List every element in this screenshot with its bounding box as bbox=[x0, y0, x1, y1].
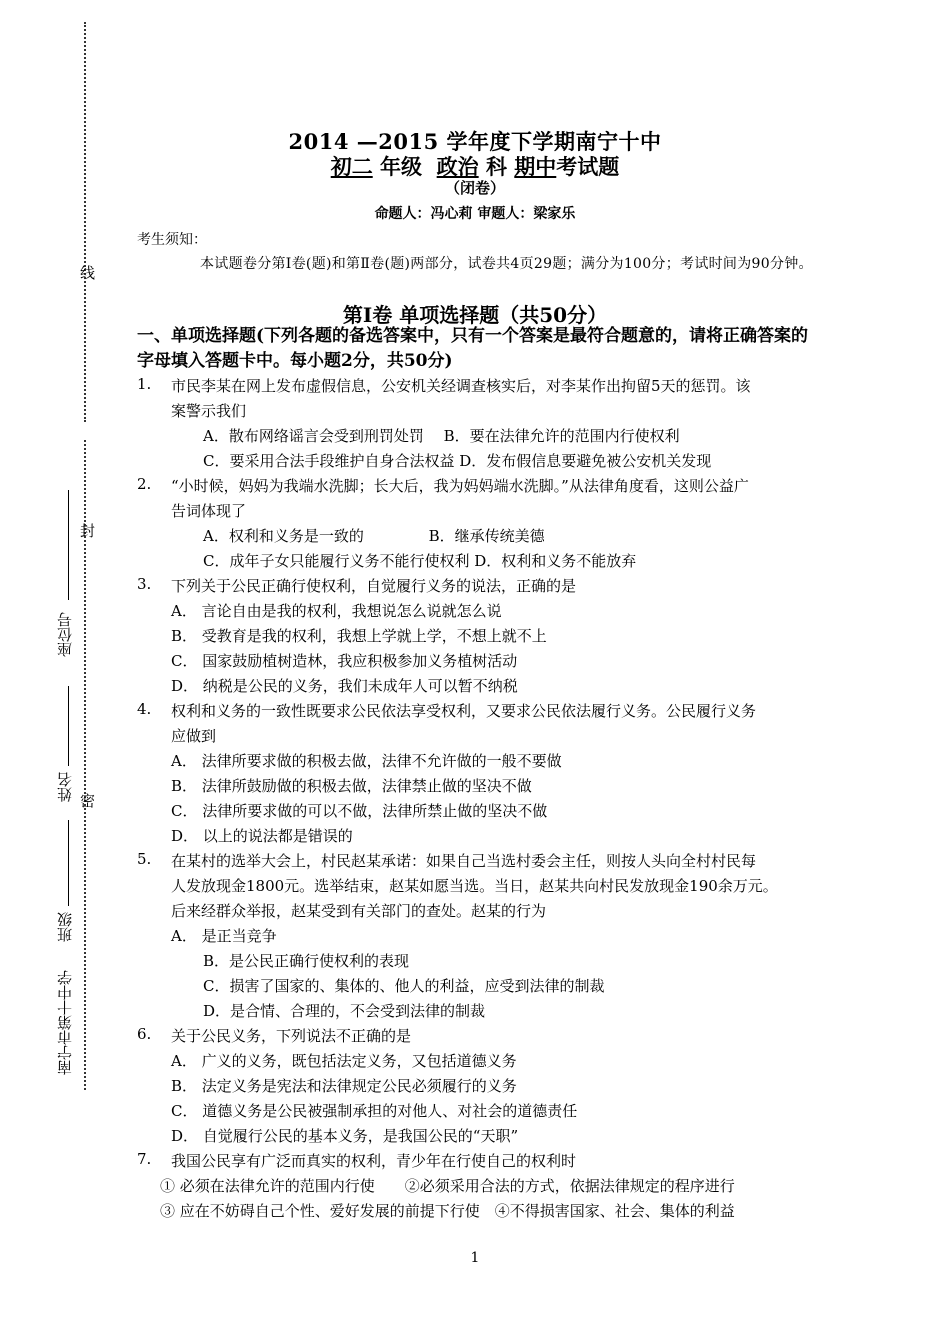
question-number: 7. bbox=[137, 1150, 152, 1168]
question-stem-line: 市民李某在网上发布虚假信息，公安机关经调查核实后，对李某作出拘留5天的惩罚。该 bbox=[171, 377, 751, 395]
option-line: A． 广义的义务，既包括法定义务，又包括道德义务 bbox=[171, 1052, 517, 1070]
class-label: 班级 bbox=[56, 912, 74, 942]
seal-char: 封 bbox=[80, 522, 96, 540]
subject-suffix: 科 bbox=[485, 154, 507, 179]
name-label: 姓名 bbox=[56, 772, 74, 802]
option-line: B． 法定义务是宪法和法律规定公民必须履行的义务 bbox=[171, 1077, 517, 1095]
subject-value: 政治 bbox=[436, 154, 479, 179]
option-line: D． 以上的说法都是错误的 bbox=[171, 827, 353, 845]
notice-label: 考生须知： bbox=[137, 232, 207, 248]
option-line: C． 道德义务是公民被强制承担的对他人、对社会的道德责任 bbox=[171, 1102, 578, 1120]
question-stem-line: 告词体现了 bbox=[171, 502, 247, 520]
question-stem-line: “小时候，妈妈为我端水洗脚；长大后，我为妈妈端水洗脚。”从法律角度看，这则公益广 bbox=[171, 477, 749, 495]
seat-number-blank bbox=[68, 490, 69, 600]
option-line: A．权利和义务是一致的 B．继承传统美德 bbox=[203, 527, 545, 545]
exam-title: 2014 —2015 学年度下学期南宁十中 bbox=[288, 129, 662, 154]
option-line: B． 法律所鼓励做的积极去做，法律禁止做的坚决不做 bbox=[171, 777, 532, 795]
grade-value: 初二 bbox=[330, 154, 373, 179]
name-blank bbox=[68, 686, 69, 766]
closed-book-note: （闭卷） bbox=[444, 179, 505, 197]
term-value: 期中 bbox=[514, 154, 557, 179]
option-line: C．成年子女只能履行义务不能行使权利 D．权利和义务不能放弃 bbox=[203, 552, 637, 570]
authors-line: 命题人：冯心莉 审题人：梁家乐 bbox=[374, 206, 576, 222]
option-line: C．要采用合法手段维护自身合法权益 D．发布假信息要避免被公安机关发现 bbox=[203, 452, 712, 470]
option-line: D． 自觉履行公民的基本义务，是我国公民的“天职” bbox=[171, 1127, 519, 1145]
option-line: ① 必须在法律允许的范围内行使 ②必须采用合法的方式，依据法律规定的程序进行 bbox=[160, 1177, 735, 1195]
page-number: 1 bbox=[470, 1250, 480, 1266]
question-stem-line: 后来经群众举报，赵某受到有关部门的查处。赵某的行为 bbox=[171, 902, 547, 920]
grade-suffix: 年级 bbox=[380, 154, 423, 179]
question-stem-line: 权利和义务的一致性既要求公民依法享受权利，又要求公民依法履行义务。公民履行义务 bbox=[171, 702, 757, 720]
question-stem-line: 人发放现金1800元。选举结束，赵某如愿当选。当日，赵某共向村民发放现金190余万元。 bbox=[171, 877, 778, 895]
question-number: 1. bbox=[137, 375, 152, 393]
question-number: 6. bbox=[137, 1025, 152, 1043]
notice-body: 本试题卷分第Ⅰ卷(题)和第Ⅱ卷(题)两部分，试卷共4页29题；满分为100分；考试时间为90分钟。 bbox=[200, 256, 813, 272]
question-stem-line: 在某村的选举大会上，村民赵某承诺：如果自己当选村委会主任，则按人头向全村村民每 bbox=[171, 852, 757, 870]
question-stem-line: 下列关于公民正确行使权利，自觉履行义务的说法，正确的是 bbox=[171, 577, 577, 595]
option-line: B． 受教育是我的权利，我想上学就上学，不想上就不上 bbox=[171, 627, 547, 645]
option-line: B．是公民正确行使权利的表现 bbox=[203, 952, 410, 970]
question-stem-line: 关于公民义务，下列说法不正确的是 bbox=[171, 1027, 412, 1045]
question-stem-line: 应做到 bbox=[171, 727, 217, 745]
option-line: A． 言论自由是我的权利，我想说怎么说就怎么说 bbox=[171, 602, 502, 620]
question-stem-line: 案警示我们 bbox=[171, 402, 247, 420]
term-suffix: 考试题 bbox=[556, 154, 620, 179]
question-number: 4. bbox=[137, 700, 152, 718]
option-line: C．损害了国家的、集体的、他人的利益，应受到法律的制裁 bbox=[203, 977, 605, 995]
option-line: C． 国家鼓励植树造林，我应积极参加义务植树活动 bbox=[171, 652, 518, 670]
question-number: 5. bbox=[137, 850, 152, 868]
question-number: 2. bbox=[137, 475, 152, 493]
option-line: C． 法律所要求做的可以不做，法律所禁止做的坚决不做 bbox=[171, 802, 548, 820]
option-line: A．散布网络谣言会受到刑罚处罚 B．要在法律允许的范围内行使权利 bbox=[203, 427, 680, 445]
school-name: 南宁市第十中学 bbox=[56, 970, 74, 1075]
option-line: A． 法律所要求做的积极去做，法律不允许做的一般不要做 bbox=[171, 752, 562, 770]
option-line: D．是合情、合理的，不会受到法律的制裁 bbox=[203, 1002, 486, 1020]
class-blank bbox=[68, 820, 69, 906]
option-line: D． 纳税是公民的义务，我们未成年人可以暂不纳税 bbox=[171, 677, 518, 695]
seat-number-label: 座位号 bbox=[56, 612, 74, 657]
part-title: 第Ⅰ卷 单项选择题（共50分） bbox=[342, 303, 608, 327]
section-instructions: 一、单项选择题(下列各题的备选答案中，只有一个答案是最符合题意的，请将正确答案的字母填入答题卡中。每小题2分，共50分) bbox=[137, 326, 809, 371]
option-line: ③ 应在不妨碍自己个性、爱好发展的前提下行使 ④不得损害国家、社会、集体的利益 bbox=[160, 1202, 735, 1220]
question-stem-line: 我国公民享有广泛而真实的权利，青少年在行使自己的权利时 bbox=[171, 1152, 577, 1170]
question-number: 3. bbox=[137, 575, 152, 593]
option-line: A． 是正当竞争 bbox=[171, 927, 277, 945]
line-char: 线 bbox=[80, 264, 96, 282]
secret-char: 密 bbox=[80, 792, 96, 810]
